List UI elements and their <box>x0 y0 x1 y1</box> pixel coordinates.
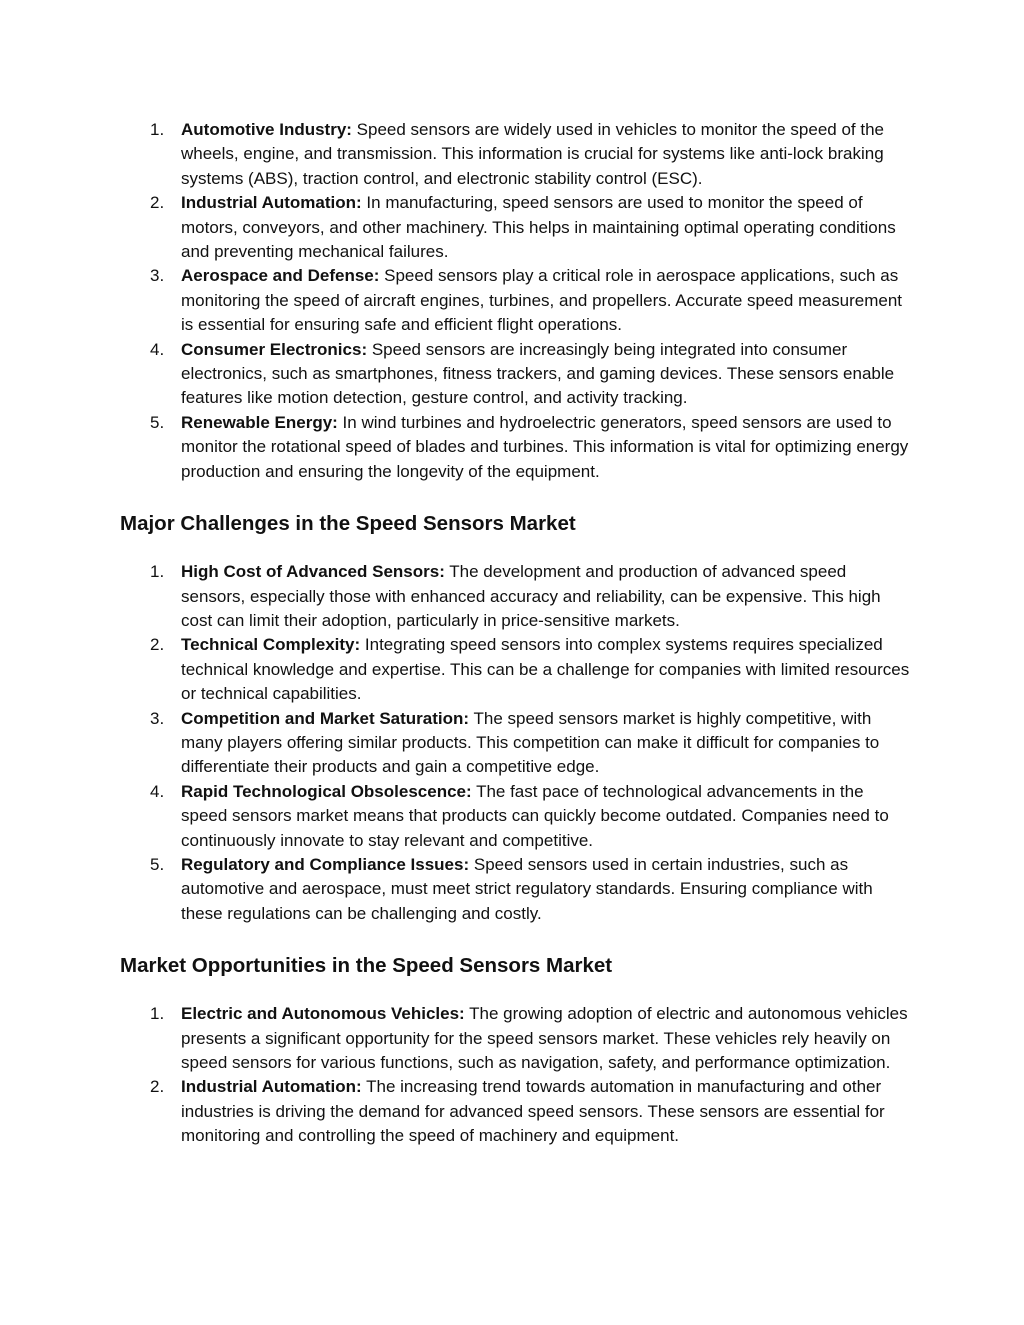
list-item-term: Technical Complexity: <box>181 635 361 655</box>
document-content <box>120 118 910 1149</box>
list-item-text: Integrating speed sensors into complex systems requires specialized technical knowledge and expertise. This can be a challenge for companies with limited resources or technical capabilities. <box>181 635 910 704</box>
list-item-text: Speed sensors are widely used in vehicles to monitor the speed of the wheels, engine, and transmission. This information is crucial for systems like anti-lock braking systems (ABS), traction control, and electronic stability control (ESC). <box>181 120 884 188</box>
list-item-text: Speed sensors are increasingly being integrated into consumer electronics, such as smartphones, fitness trackers, and gaming devices. These sensors enable features like motion detection, gesture control, and activity tracking. <box>181 339 895 408</box>
list-item <box>120 780 910 853</box>
list-item-text: In wind turbines and hydroelectric generators, speed sensors are used to monitor the rotational speed of blades and turbines. This information is vital for optimizing energy production and ensuring the longevity of the equipment. <box>181 412 909 481</box>
list-number: 5. <box>150 412 165 432</box>
list-item-term: Consumer Electronics: <box>181 339 368 359</box>
list-item-text: The fast pace of technological advancements in the speed sensors market means that products can quickly become outdated. Companies need to continuously innovate to stay relevant and competitive. <box>181 781 889 850</box>
list-number: 1. <box>150 1004 165 1024</box>
list-item-text: The speed sensors market is highly competitive, with many players offering similar products. This competition can make it difficult for companies to differentiate their products and gain a competitive edge. <box>181 708 880 777</box>
list-item-term: Regulatory and Compliance Issues: <box>181 854 470 874</box>
list-item <box>120 118 910 191</box>
list-number: 2. <box>150 635 165 655</box>
list-number: 1. <box>150 120 165 139</box>
list-number: 5. <box>150 854 165 874</box>
list-item-term: Renewable Energy: <box>181 412 338 432</box>
challenges-list <box>120 560 910 926</box>
list-item <box>120 411 910 484</box>
list-item-term: Industrial Automation: <box>181 1077 362 1097</box>
opportunities-list <box>120 1002 910 1148</box>
list-number: 3. <box>150 266 165 286</box>
list-item <box>120 633 910 706</box>
list-item-text: The development and production of advanced speed sensors, especially those with enhanced accuracy and reliability, can be expensive. This high cost can limit their adoption, particularly in price-sensitive markets. <box>181 562 881 630</box>
list-item <box>120 191 910 264</box>
list-number: 4. <box>150 781 165 801</box>
list-item <box>120 338 910 411</box>
list-item <box>120 1002 910 1075</box>
list-number: 2. <box>150 1077 165 1097</box>
applications-list <box>120 118 910 484</box>
list-item-term: Competition and Market Saturation: <box>181 708 470 728</box>
list-item-text: The increasing trend towards automation in manufacturing and other industries is driving the demand for advanced speed sensors. These sensors are essential for monitoring and controlling the speed of machinery and equipment. <box>181 1077 885 1146</box>
opportunities-heading: Market Opportunities in the Speed Sensors Market <box>120 954 613 978</box>
list-number: 4. <box>150 339 165 359</box>
list-number: 2. <box>150 193 165 213</box>
list-item-term: Industrial Automation: <box>181 193 362 213</box>
list-item <box>120 264 910 337</box>
list-item <box>120 1075 910 1148</box>
list-item-term: Electric and Autonomous Vehicles: <box>181 1004 465 1024</box>
list-item-text: The growing adoption of electric and autonomous vehicles presents a significant opportunity for the speed sensors market. These vehicles rely heavily on speed sensors for various functions, such as navigation, safety, and performance optimization. <box>181 1004 908 1072</box>
list-item-text: In manufacturing, speed sensors are used to monitor the speed of motors, conveyors, and other machinery. This helps in maintaining optimal operating conditions and preventing mechanical failures. <box>181 193 896 262</box>
list-item <box>120 853 910 926</box>
list-item-term: High Cost of Advanced Sensors: <box>181 562 445 582</box>
list-item <box>120 707 910 780</box>
list-item-term: Rapid Technological Obsolescence: <box>181 781 472 801</box>
list-item-text: Speed sensors play a critical role in aerospace applications, such as monitoring the speed of aircraft engines, turbines, and propellers. Accurate speed measurement is essential for ensuring safe and efficient flight operations. <box>181 266 903 335</box>
list-number: 3. <box>150 708 165 728</box>
challenges-heading: Major Challenges in the Speed Sensors Market <box>120 512 576 536</box>
list-item <box>120 560 910 633</box>
list-item-text: Speed sensors used in certain industries, such as automotive and aerospace, must meet strict regulatory standards. Ensuring compliance with these regulations can be challenging and costly. <box>181 854 873 923</box>
list-number: 1. <box>150 562 165 582</box>
list-item-term: Aerospace and Defense: <box>181 266 380 286</box>
list-item-term: Automotive Industry: <box>181 120 352 139</box>
